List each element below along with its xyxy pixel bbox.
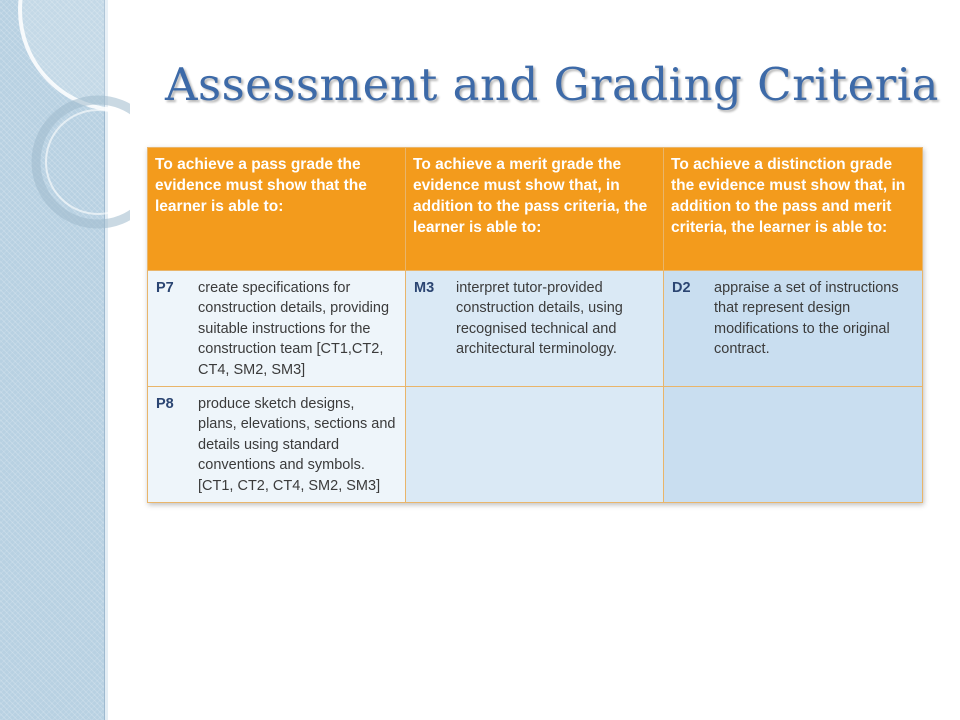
pass-criterion-cell	[148, 387, 406, 503]
criterion-code: D2	[672, 280, 691, 296]
criterion-code: M3	[414, 280, 435, 296]
pass-grade-header: To achieve a pass grade the evidence must show that the learner is able to:	[148, 148, 406, 271]
criterion-code: P7	[156, 280, 174, 296]
decorative-circle-inner	[46, 110, 130, 214]
merit-criterion-cell	[406, 387, 664, 503]
distinction-criterion-cell	[664, 387, 923, 503]
table-header-row	[148, 148, 923, 271]
distinction-criterion-cell	[664, 271, 923, 387]
pass-criterion-cell	[148, 271, 406, 387]
table-row	[148, 271, 923, 387]
decorative-circle-large	[20, 0, 130, 110]
merit-criterion-cell	[406, 271, 664, 387]
grading-criteria-table	[147, 147, 923, 503]
criterion-code: P8	[156, 396, 174, 413]
decorative-circle-small	[36, 100, 130, 224]
criterion-text: appraise a set of instructions that represent design modifications to the original contract.	[714, 280, 899, 358]
criterion-text: produce sketch designs, plans, elevations, sections and details using standard conventions and symbols. [CT1, CT2, CT4, SM2, SM3]	[198, 396, 396, 494]
decorative-circles	[0, 0, 130, 260]
slide-title: Assessment and Grading Criteria	[165, 58, 939, 111]
criterion-text: interpret tutor-provided construction details, using recognised technical and architectural terminology.	[456, 280, 623, 358]
merit-grade-header: To achieve a merit grade the evidence must show that, in addition to the pass criteria, the learner is able to:	[406, 148, 664, 271]
distinction-grade-header: To achieve a distinction grade the evidence must show that, in addition to the pass and merit criteria, the learner is able to:	[664, 148, 923, 271]
table-row	[148, 387, 923, 503]
criterion-text: create specifications for construction details, providing suitable instructions for the construction team [CT1,CT2, CT4, SM2, SM3]	[198, 280, 390, 378]
